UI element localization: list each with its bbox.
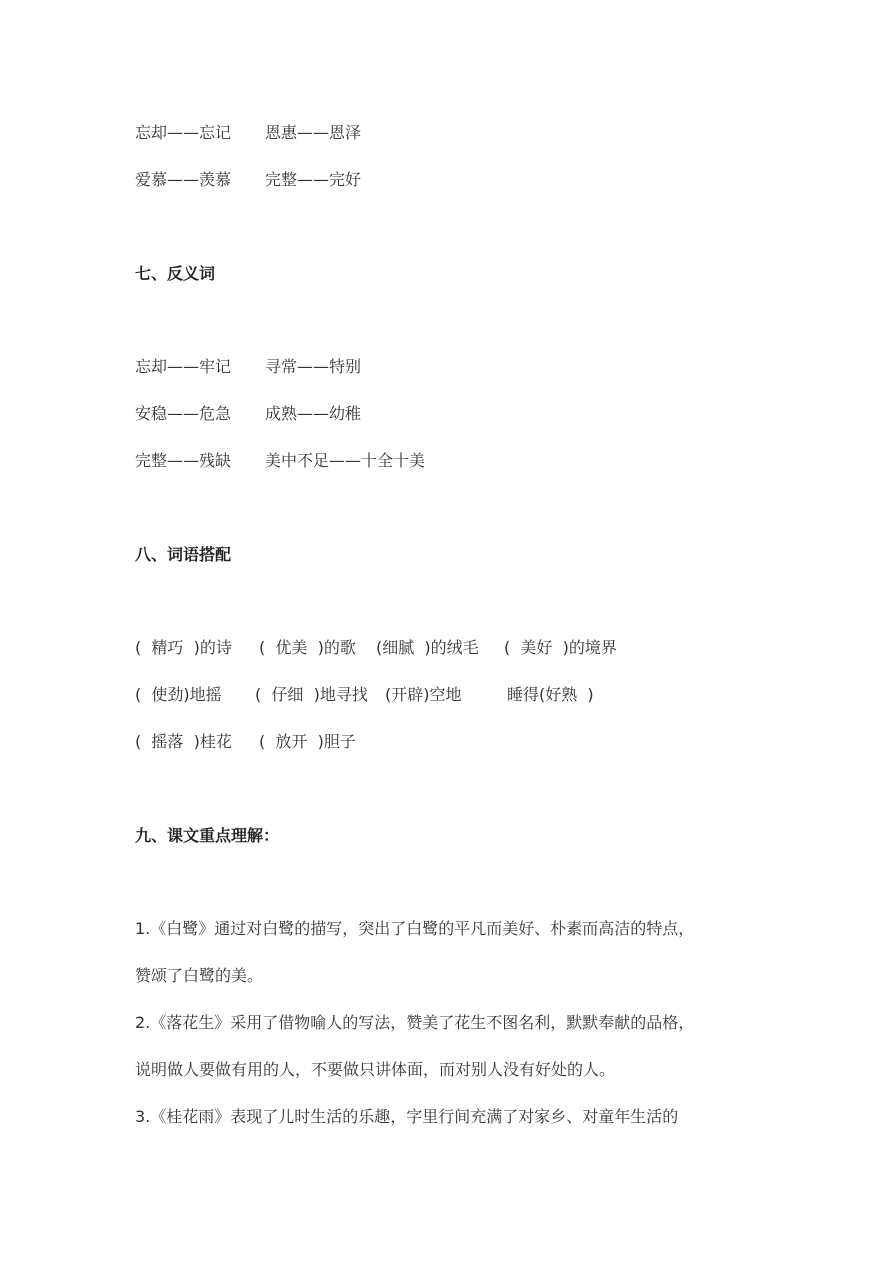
antonym-pair: 安稳——危急 bbox=[135, 404, 232, 423]
collocation-item: ( 精巧 )的诗 bbox=[135, 638, 232, 657]
section-heading-collocation: 八、词语搭配 bbox=[135, 545, 232, 564]
synonym-pair: 爱慕——羡慕 bbox=[135, 170, 232, 189]
collocation-item: ( 优美 )的歌 bbox=[259, 638, 356, 657]
synonym-pair: 恩惠——恩泽 bbox=[265, 123, 362, 142]
paragraph-line: 赞颂了白鹭的美。 bbox=[135, 966, 264, 985]
synonym-pair: 忘却——忘记 bbox=[135, 123, 232, 142]
antonym-pair: 忘却——牢记 bbox=[135, 357, 232, 376]
paragraph-line: 3.《桂花雨》表现了儿时生活的乐趣，字里行间充满了对家乡、对童年生活的 bbox=[135, 1107, 679, 1126]
section-heading-antonyms: 七、反义词 bbox=[135, 264, 216, 283]
synonym-pair: 完整——完好 bbox=[265, 170, 362, 189]
collocation-item: (细腻 )的绒毛 bbox=[376, 638, 479, 657]
collocation-item: (开辟)空地 bbox=[385, 685, 462, 704]
antonym-pair: 美中不足——十全十美 bbox=[265, 451, 426, 470]
section-heading-key-points: 九、课文重点理解： bbox=[135, 826, 280, 845]
paragraph-line: 说明做人要做有用的人，不要做只讲体面，而对别人没有好处的人。 bbox=[135, 1060, 616, 1079]
collocation-item: ( 使劲)地摇 bbox=[135, 685, 222, 704]
antonym-pair: 寻常——特别 bbox=[265, 357, 362, 376]
collocation-row bbox=[135, 684, 594, 706]
paragraph-line: 1.《白鹭》通过对白鹭的描写，突出了白鹭的平凡而美好、朴素而高洁的特点， bbox=[135, 919, 695, 938]
collocation-item: ( 摇落 )桂花 bbox=[135, 732, 232, 751]
collocation-item: ( 仔细 )地寻找 bbox=[255, 685, 368, 704]
antonym-row bbox=[135, 450, 425, 472]
paragraph-line: 2.《落花生》采用了借物喻人的写法，赞美了花生不图名利，默默奉献的品格， bbox=[135, 1013, 695, 1032]
collocation-row bbox=[135, 731, 356, 753]
antonym-row bbox=[135, 356, 361, 378]
collocation-item: ( 放开 )胆子 bbox=[259, 732, 356, 751]
antonym-row bbox=[135, 403, 361, 425]
synonym-row bbox=[135, 169, 361, 191]
antonym-pair: 完整——残缺 bbox=[135, 451, 232, 470]
antonym-pair: 成熟——幼稚 bbox=[265, 404, 362, 423]
synonym-row bbox=[135, 122, 361, 144]
collocation-item: 睡得(好熟 ) bbox=[507, 685, 594, 704]
collocation-item: ( 美好 )的境界 bbox=[504, 638, 617, 657]
collocation-row bbox=[135, 637, 617, 659]
